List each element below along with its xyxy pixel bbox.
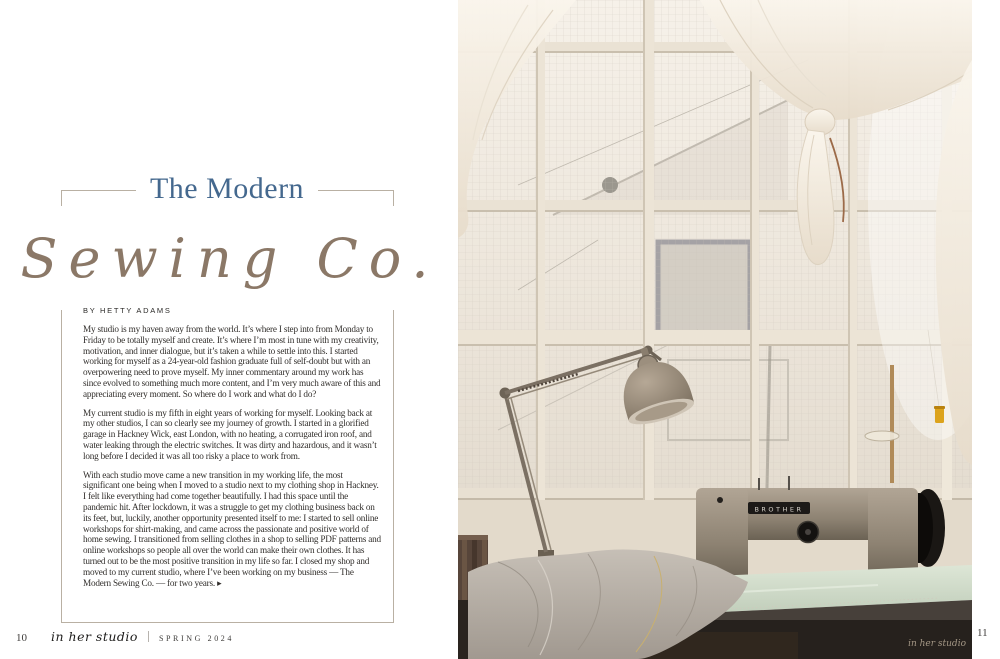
byline: BY HETTY ADAMS: [83, 306, 172, 315]
studio-photo: [458, 0, 972, 659]
title-frame-bottom: [61, 622, 394, 623]
left-page: [0, 0, 458, 659]
article-title-line2: Sewing Co.: [20, 226, 440, 290]
page-number-left: 10: [16, 632, 27, 644]
page-number-right: 11: [977, 627, 988, 639]
yellow-spool: [935, 407, 944, 423]
article-title-script-wrap: [20, 206, 440, 310]
left-footer: [16, 629, 234, 644]
article-title: [61, 168, 393, 210]
article-body: [83, 324, 381, 596]
paragraph-3: With each studio move came a new transition in my working life, the most significant one being when I moved to a studio next to my clothing shop in Hackney. I felt like everything had come together beautifully. I had this space until the pandemic hit. After lockdown, it was a struggle to get my clothing business back on its feet, but, luckily, another opportunity presented itself to me: I started to sell online workshops for shirt-making, and came across the passionate and positive world of home sewing. I transitioned from selling clothes in a shop to selling PDF patterns and online workshops so people all over the world can make their own clothes. It has turned out to be the most positive transition in my life so far. I closed my shop and moved to my current studio, where I’ve been working on my business — The Modern Sewing Co. — for two years. ▸: [83, 469, 381, 588]
footer-divider: [148, 631, 149, 642]
photo-watermark: in her studio: [908, 639, 966, 649]
article-title-line1: The Modern: [136, 168, 318, 210]
magazine-logo: in her studio: [51, 629, 138, 644]
brand-label: BROTHER: [754, 505, 804, 514]
right-page: [458, 0, 1000, 659]
issue-label: SPRING 2024: [158, 634, 234, 643]
paragraph-1: My studio is my haven away from the world. It’s where I step into from Monday to Friday to be totally myself and create. It’s where I’m most in tune with my creativity, motivation, and inner dialogue, but it’s taken a while to settle into this. I started working for myself as a 24-year-old fashion graduate full of self-doubt but with an overpowering need to prove myself. My inner commentary around my work has since evolved to something much more content, and I’m very much aware of this and appreciating every moment. So where do I work and what do I do?: [83, 324, 381, 399]
paragraph-2: My current studio is my fifth in eight years of working for myself. Looking back at my other studios, I can so clearly see my journey of growth. I started in a glorified garage in Hackney Wick, east London, with no heating, a corrugated iron roof, and water leaking through the electric switches. It was dirty and hazardous, and it wasn’t long before I decided it was all too risky a place to work from.: [83, 407, 377, 461]
